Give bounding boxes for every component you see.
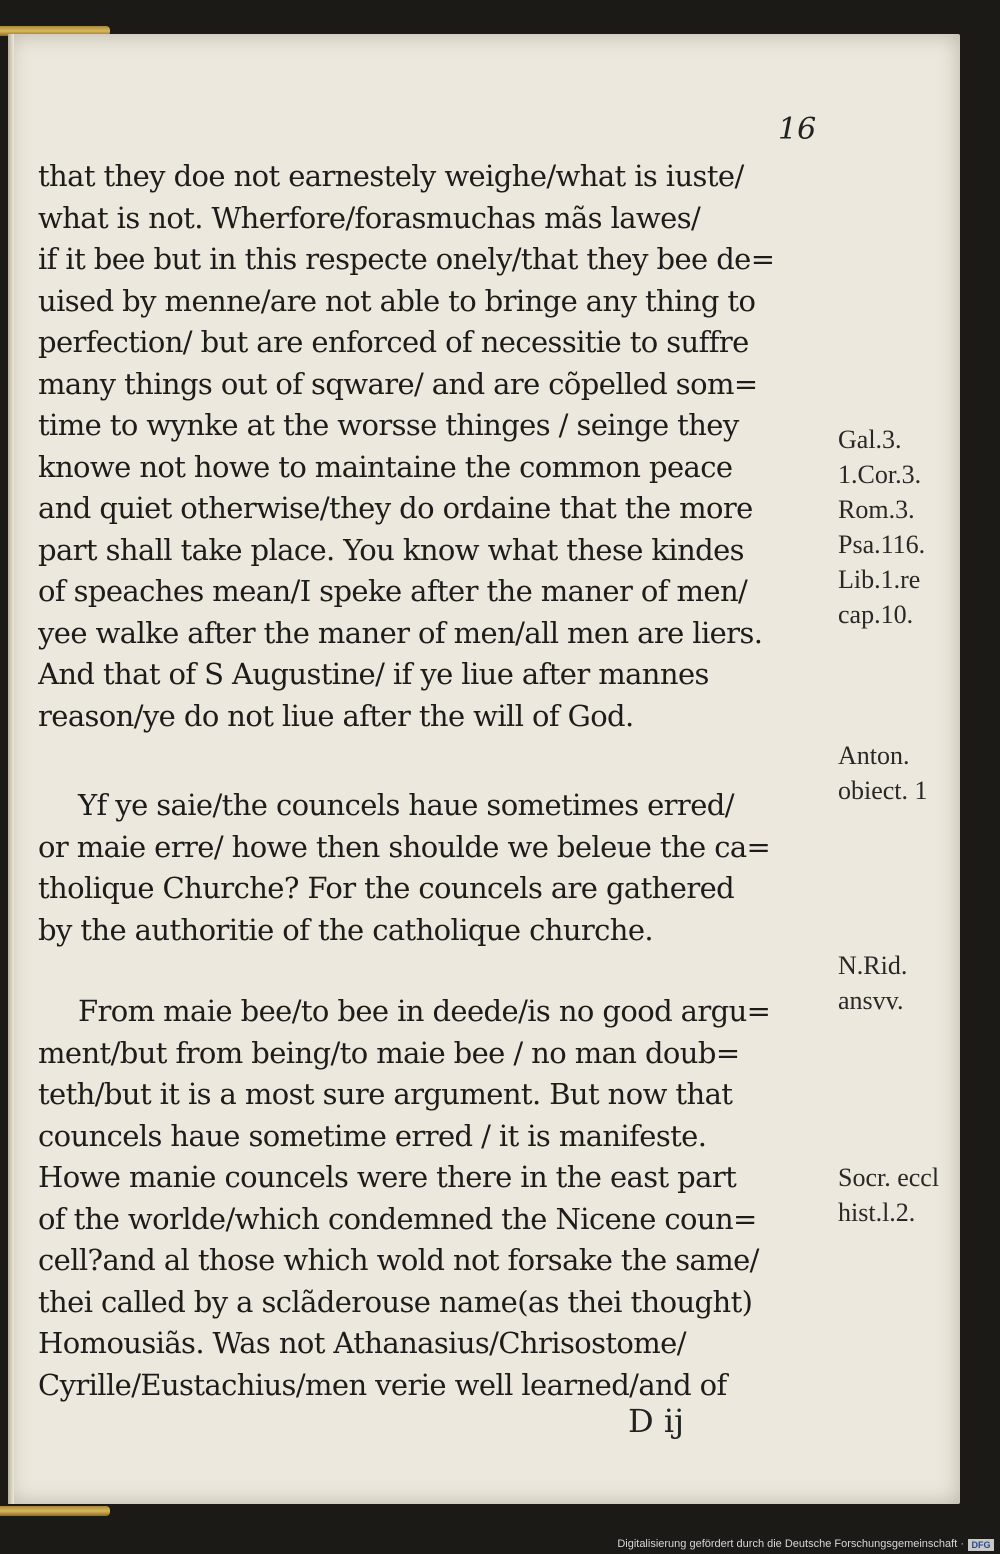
text-line: that they doe not earnestely weighe/what is iuste/ bbox=[38, 159, 744, 193]
margin-note-objection bbox=[838, 738, 928, 808]
margin-note-line: Psa.116. bbox=[838, 530, 926, 559]
margin-note-line: 1.Cor.3. bbox=[838, 460, 922, 489]
text-line: ment/but from being/to maie bee / no man doub= bbox=[38, 1035, 740, 1070]
text-line: many things out of sqware/ and are cõpelled som= bbox=[38, 366, 758, 401]
text-line: if it bee but in this respecte onely/that they bee de= bbox=[38, 242, 775, 276]
text-line: and quiet otherwise/they do ordaine that the more bbox=[38, 491, 753, 525]
paragraph-1 bbox=[38, 156, 818, 737]
signature-mark: D ij bbox=[628, 1402, 684, 1440]
book-page bbox=[8, 34, 960, 1504]
text-line: And that of S Augustine/ if ye liue after mannes bbox=[38, 657, 709, 691]
margin-note-line: Socr. eccl bbox=[838, 1163, 940, 1192]
book-clasp-bottom bbox=[0, 1506, 110, 1516]
text-line: tholique Churche? For the councels are gathered bbox=[38, 871, 735, 905]
margin-note-line: ansvv. bbox=[838, 986, 904, 1015]
paragraph-2 bbox=[38, 785, 818, 951]
text-line: of speaches mean/I speke after the maner of men/ bbox=[38, 574, 748, 608]
text-line: From maie bee/to bee in deede/is no good argu= bbox=[78, 994, 771, 1028]
text-line: what is not. Wherfore/forasmuchas mãs lawes/ bbox=[38, 200, 701, 235]
folio-number: 16 bbox=[778, 112, 817, 147]
dfg-logo: DFG bbox=[968, 1539, 994, 1551]
margin-note-line: cap.10. bbox=[838, 600, 914, 629]
text-line: perfection/ but are enforced of necessitie to suffre bbox=[38, 325, 749, 359]
main-text-block bbox=[38, 156, 818, 1406]
text-line: of the worlde/which condemned the Nicene coun= bbox=[38, 1201, 757, 1236]
margin-note-line: Anton. bbox=[838, 741, 910, 770]
margin-note-socrates bbox=[838, 1160, 939, 1230]
margin-note-line: Rom.3. bbox=[838, 495, 915, 524]
text-line: cell?and al those which wold not forsake the same/ bbox=[38, 1243, 759, 1277]
text-line: reason/ye do not liue after the will of God. bbox=[38, 698, 634, 733]
text-line: thei called by a sclãderouse name(as thei thought) bbox=[38, 1284, 753, 1319]
text-line: Cyrille/Eustachius/men verie well learned/and of bbox=[38, 1367, 727, 1402]
text-line: Homousiãs. Was not Athanasius/Chrisostome/ bbox=[38, 1326, 686, 1360]
margin-notes bbox=[838, 34, 968, 1504]
text-line: uised by menne/are not able to bringe any thing to bbox=[38, 283, 756, 318]
text-line: or maie erre/ howe then shoulde we beleue the ca= bbox=[38, 829, 771, 864]
text-line: by the authoritie of the catholique churche. bbox=[38, 912, 654, 947]
text-line: councels haue sometime erred / it is manifeste. bbox=[38, 1118, 707, 1153]
footer-bar bbox=[0, 1536, 1000, 1554]
funding-credit: Digitalisierung gefördert durch die Deutsche Forschungsgemeinschaft · bbox=[617, 1538, 964, 1550]
text-line: yee walke after the maner of men/all men are liers. bbox=[38, 615, 763, 650]
margin-note-line: Gal.3. bbox=[838, 425, 902, 454]
text-line: teth/but it is a most sure argument. But now that bbox=[38, 1077, 733, 1111]
margin-note-references bbox=[838, 422, 925, 632]
margin-note-line: Lib.1.re bbox=[838, 565, 921, 594]
margin-note-line: obiect. 1 bbox=[838, 776, 928, 805]
text-line: knowe not howe to maintaine the common peace bbox=[38, 449, 733, 484]
text-line: time to wynke at the worsse thinges / seinge they bbox=[38, 408, 739, 442]
text-line: Howe manie councels were there in the east part bbox=[38, 1160, 737, 1194]
margin-note-line: hist.l.2. bbox=[838, 1198, 916, 1227]
margin-note-answer bbox=[838, 948, 907, 1018]
paragraph-3 bbox=[38, 991, 818, 1406]
margin-note-line: N.Rid. bbox=[838, 951, 908, 980]
page-gutter bbox=[8, 34, 14, 1504]
text-line: Yf ye saie/the councels haue sometimes erred/ bbox=[78, 788, 734, 822]
text-line: part shall take place. You know what these kindes bbox=[38, 532, 744, 567]
